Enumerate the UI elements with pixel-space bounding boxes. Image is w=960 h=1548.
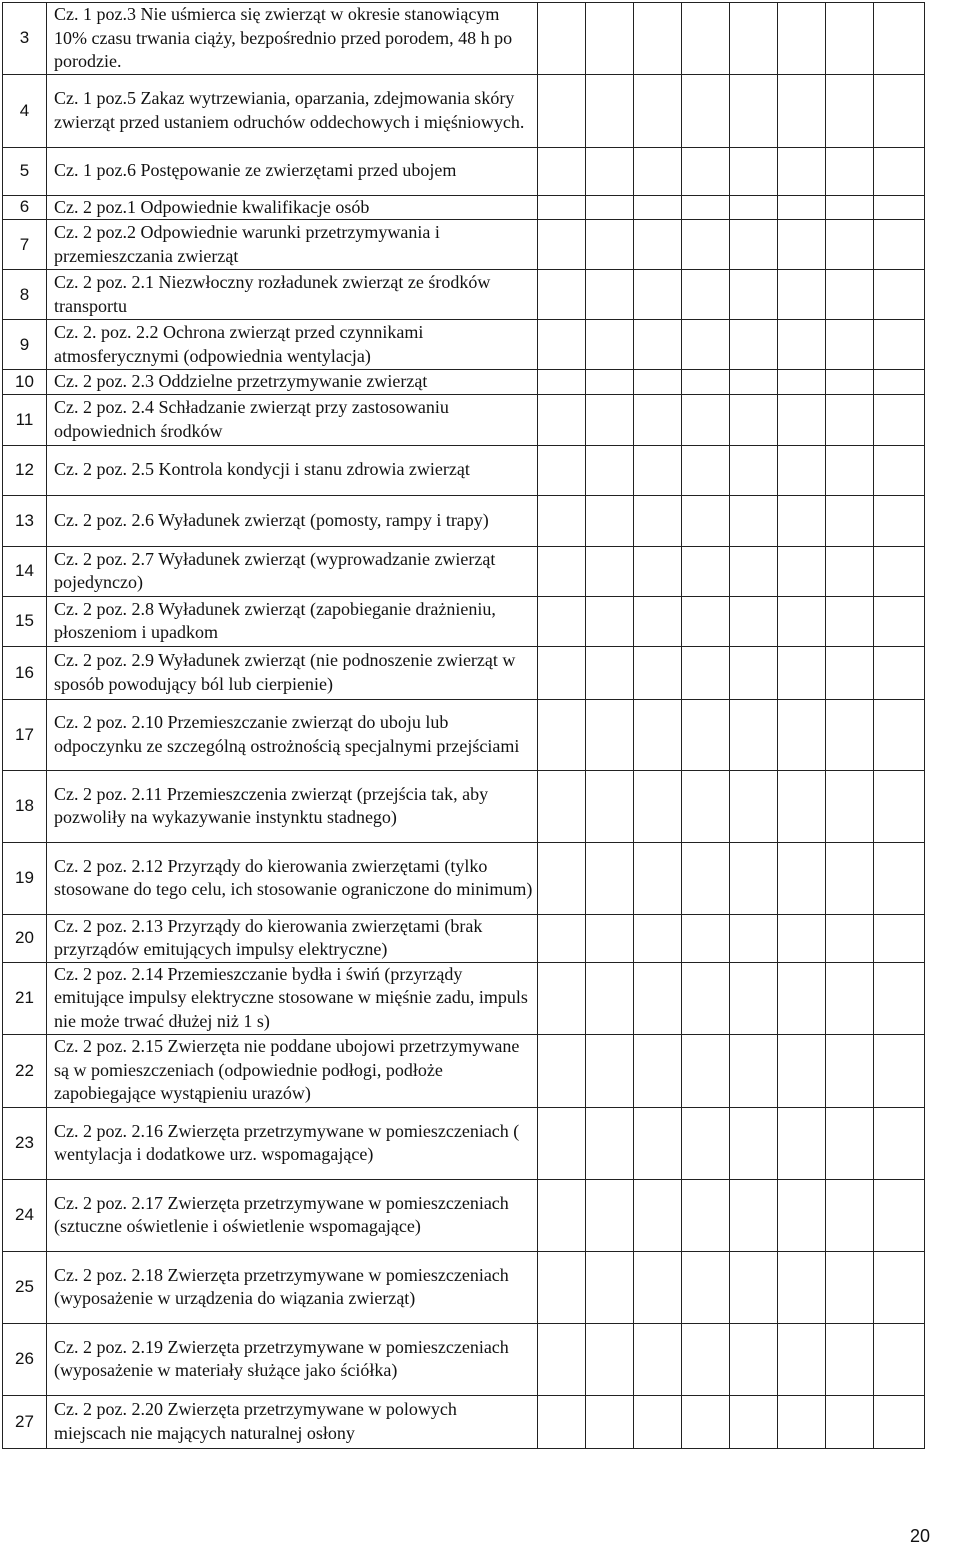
answer-cell[interactable] (586, 3, 634, 75)
answer-cell[interactable] (586, 220, 634, 270)
answer-cell[interactable] (874, 445, 925, 495)
answer-cell[interactable] (538, 1179, 586, 1251)
answer-cell[interactable] (730, 394, 778, 445)
row-number: 20 (3, 914, 47, 962)
answer-cell[interactable] (874, 3, 925, 75)
answer-cell[interactable] (874, 1179, 925, 1251)
row-number: 12 (3, 445, 47, 495)
answer-cell[interactable] (874, 1323, 925, 1395)
table-row (3, 3, 925, 75)
answer-cell[interactable] (730, 270, 778, 320)
row-number: 22 (3, 1034, 47, 1107)
table-row (3, 147, 925, 195)
row-number: 25 (3, 1251, 47, 1323)
answer-cell[interactable] (826, 270, 874, 320)
checklist-table (2, 2, 925, 1449)
answer-cell[interactable] (778, 1323, 826, 1395)
answer-cell[interactable] (778, 699, 826, 770)
answer-cell[interactable] (682, 270, 730, 320)
answer-cell[interactable] (682, 699, 730, 770)
row-number: 26 (3, 1323, 47, 1395)
answer-cell[interactable] (778, 370, 826, 395)
answer-cell[interactable] (682, 546, 730, 596)
answer-cell[interactable] (826, 1251, 874, 1323)
answer-cell[interactable] (586, 646, 634, 699)
answer-cell[interactable] (826, 770, 874, 842)
row-description: Cz. 2 poz. 2.3 Oddzielne przetrzymywanie zwierząt (47, 370, 538, 395)
answer-cell[interactable] (538, 962, 586, 1034)
table-row (3, 370, 925, 395)
row-description: Cz. 2 poz. 2.10 Przemieszczanie zwierząt do uboju lub odpoczynku ze szczególną ostrożnością specjalnymi przejściami (47, 699, 538, 770)
table-row (3, 1034, 925, 1107)
answer-cell[interactable] (586, 195, 634, 220)
answer-cell[interactable] (874, 147, 925, 195)
row-number: 14 (3, 546, 47, 596)
answer-cell[interactable] (538, 699, 586, 770)
answer-cell[interactable] (778, 1107, 826, 1179)
table-row (3, 1395, 925, 1448)
table-row (3, 495, 925, 546)
answer-cell[interactable] (826, 699, 874, 770)
answer-cell[interactable] (634, 445, 682, 495)
answer-cell[interactable] (682, 1179, 730, 1251)
answer-cell[interactable] (826, 3, 874, 75)
answer-cell[interactable] (874, 320, 925, 370)
answer-cell[interactable] (874, 1107, 925, 1179)
answer-cell[interactable] (634, 495, 682, 546)
answer-cell[interactable] (538, 220, 586, 270)
row-description: Cz. 2 poz. 2.4 Schładzanie zwierząt przy zastosowaniu odpowiednich środków (47, 394, 538, 445)
table-row (3, 770, 925, 842)
answer-cell[interactable] (538, 495, 586, 546)
answer-cell[interactable] (778, 1395, 826, 1448)
answer-cell[interactable] (874, 1251, 925, 1323)
answer-cell[interactable] (586, 370, 634, 395)
answer-cell[interactable] (874, 842, 925, 914)
answer-cell[interactable] (778, 842, 826, 914)
table-row (3, 646, 925, 699)
answer-cell[interactable] (826, 1323, 874, 1395)
answer-cell[interactable] (634, 1251, 682, 1323)
answer-cell[interactable] (586, 1034, 634, 1107)
answer-cell[interactable] (874, 914, 925, 962)
answer-cell[interactable] (778, 270, 826, 320)
answer-cell[interactable] (586, 1395, 634, 1448)
row-number: 6 (3, 195, 47, 220)
answer-cell[interactable] (730, 596, 778, 646)
answer-cell[interactable] (874, 74, 925, 147)
row-number: 23 (3, 1107, 47, 1179)
row-number: 8 (3, 270, 47, 320)
answer-cell[interactable] (778, 962, 826, 1034)
answer-cell[interactable] (778, 394, 826, 445)
answer-cell[interactable] (730, 320, 778, 370)
answer-cell[interactable] (634, 842, 682, 914)
row-description: Cz. 2 poz. 2.16 Zwierzęta przetrzymywane w pomieszczeniach ( wentylacja i dodatkowe urz. wspomagające) (47, 1107, 538, 1179)
row-description: Cz. 2 poz. 2.11 Przemieszczenia zwierząt (przejścia tak, aby pozwoliły na wykazywanie instynktu stadnego) (47, 770, 538, 842)
answer-cell[interactable] (586, 699, 634, 770)
table-row (3, 914, 925, 962)
answer-cell[interactable] (874, 596, 925, 646)
answer-cell[interactable] (586, 770, 634, 842)
answer-cell[interactable] (730, 445, 778, 495)
row-description: Cz. 2. poz. 2.2 Ochrona zwierząt przed czynnikami atmosferycznymi (odpowiednia wentylacja) (47, 320, 538, 370)
answer-cell[interactable] (634, 394, 682, 445)
table-row (3, 596, 925, 646)
answer-cell[interactable] (826, 1034, 874, 1107)
answer-cell[interactable] (538, 270, 586, 320)
answer-cell[interactable] (826, 1395, 874, 1448)
row-description: Cz. 2 poz. 2.18 Zwierzęta przetrzymywane w pomieszczeniach (wyposażenie w urządzenia do wiązania zwierząt) (47, 1251, 538, 1323)
answer-cell[interactable] (730, 914, 778, 962)
table-row (3, 74, 925, 147)
row-description: Cz. 2 poz. 2.1 Niezwłoczny rozładunek zwierząt ze środków transportu (47, 270, 538, 320)
answer-cell[interactable] (682, 646, 730, 699)
answer-cell[interactable] (778, 596, 826, 646)
answer-cell[interactable] (586, 445, 634, 495)
answer-cell[interactable] (586, 320, 634, 370)
row-description: Cz. 2 poz. 2.15 Zwierzęta nie poddane ubojowi przetrzymywane są w pomieszczeniach (odpowiednie podłogi, podłoże zapobiegające wystąpieniu urazów) (47, 1034, 538, 1107)
table-row (3, 1323, 925, 1395)
answer-cell[interactable] (826, 546, 874, 596)
answer-cell[interactable] (730, 1179, 778, 1251)
answer-cell[interactable] (730, 1251, 778, 1323)
answer-cell[interactable] (586, 1323, 634, 1395)
answer-cell[interactable] (730, 646, 778, 699)
answer-cell[interactable] (586, 546, 634, 596)
answer-cell[interactable] (682, 370, 730, 395)
answer-cell[interactable] (874, 699, 925, 770)
answer-cell[interactable] (634, 370, 682, 395)
answer-cell[interactable] (826, 1179, 874, 1251)
answer-cell[interactable] (778, 1179, 826, 1251)
row-number: 16 (3, 646, 47, 699)
answer-cell[interactable] (538, 842, 586, 914)
answer-cell[interactable] (634, 1179, 682, 1251)
table-row (3, 195, 925, 220)
answer-cell[interactable] (730, 195, 778, 220)
row-description: Cz. 1 poz.5 Zakaz wytrzewiania, oparzania, zdejmowania skóry zwierząt przed ustaniem odruchów oddechowych i mięśniowych. (47, 74, 538, 147)
answer-cell[interactable] (730, 1034, 778, 1107)
answer-cell[interactable] (826, 646, 874, 699)
answer-cell[interactable] (778, 495, 826, 546)
answer-cell[interactable] (778, 3, 826, 75)
table-row (3, 699, 925, 770)
row-number: 19 (3, 842, 47, 914)
row-number: 10 (3, 370, 47, 395)
row-description: Cz. 2 poz. 2.7 Wyładunek zwierząt (wyprowadzanie zwierząt pojedynczo) (47, 546, 538, 596)
checklist-rows (3, 3, 925, 1449)
answer-cell[interactable] (826, 147, 874, 195)
table-row (3, 1107, 925, 1179)
answer-cell[interactable] (634, 320, 682, 370)
answer-cell[interactable] (538, 74, 586, 147)
row-number: 13 (3, 495, 47, 546)
answer-cell[interactable] (682, 445, 730, 495)
row-number: 11 (3, 394, 47, 445)
answer-cell[interactable] (730, 699, 778, 770)
answer-cell[interactable] (826, 445, 874, 495)
answer-cell[interactable] (826, 370, 874, 395)
answer-cell[interactable] (826, 220, 874, 270)
answer-cell[interactable] (634, 770, 682, 842)
row-description: Cz. 2 poz. 2.9 Wyładunek zwierząt (nie podnoszenie zwierząt w sposób powodujący ból lub cierpienie) (47, 646, 538, 699)
answer-cell[interactable] (826, 1107, 874, 1179)
answer-cell[interactable] (682, 842, 730, 914)
table-row (3, 445, 925, 495)
answer-cell[interactable] (730, 495, 778, 546)
answer-cell[interactable] (730, 962, 778, 1034)
answer-cell[interactable] (634, 1395, 682, 1448)
answer-cell[interactable] (586, 914, 634, 962)
answer-cell[interactable] (586, 1107, 634, 1179)
answer-cell[interactable] (730, 770, 778, 842)
answer-cell[interactable] (874, 1395, 925, 1448)
answer-cell[interactable] (538, 445, 586, 495)
answer-cell[interactable] (538, 596, 586, 646)
answer-cell[interactable] (826, 320, 874, 370)
answer-cell[interactable] (682, 74, 730, 147)
answer-cell[interactable] (634, 914, 682, 962)
table-row (3, 546, 925, 596)
answer-cell[interactable] (778, 74, 826, 147)
row-number: 15 (3, 596, 47, 646)
answer-cell[interactable] (682, 1107, 730, 1179)
answer-cell[interactable] (874, 370, 925, 395)
answer-cell[interactable] (538, 1107, 586, 1179)
answer-cell[interactable] (538, 1034, 586, 1107)
answer-cell[interactable] (538, 1323, 586, 1395)
answer-cell[interactable] (682, 394, 730, 445)
answer-cell[interactable] (826, 495, 874, 546)
row-number: 27 (3, 1395, 47, 1448)
answer-cell[interactable] (778, 1034, 826, 1107)
answer-cell[interactable] (634, 962, 682, 1034)
answer-cell[interactable] (586, 842, 634, 914)
answer-cell[interactable] (826, 74, 874, 147)
answer-cell[interactable] (874, 394, 925, 445)
answer-cell[interactable] (538, 1251, 586, 1323)
answer-cell[interactable] (634, 220, 682, 270)
answer-cell[interactable] (778, 546, 826, 596)
answer-cell[interactable] (586, 495, 634, 546)
answer-cell[interactable] (634, 270, 682, 320)
answer-cell[interactable] (874, 220, 925, 270)
answer-cell[interactable] (682, 1395, 730, 1448)
row-description: Cz. 1 poz.3 Nie uśmierca się zwierząt w okresie stanowiącym 10% czasu trwania ciąży, bezpośrednio przed porodem, 48 h po porodzie. (47, 3, 538, 75)
row-description: Cz. 2 poz. 2.6 Wyładunek zwierząt (pomosty, rampy i trapy) (47, 495, 538, 546)
table-row (3, 270, 925, 320)
row-description: Cz. 2 poz. 2.14 Przemieszczanie bydła i świń (przyrządy emitujące impulsy elektryczne stosowane w mięśnie zadu, impuls nie może trwać dłużej niż 1 s) (47, 962, 538, 1034)
answer-cell[interactable] (538, 770, 586, 842)
answer-cell[interactable] (826, 962, 874, 1034)
answer-cell[interactable] (826, 596, 874, 646)
answer-cell[interactable] (682, 495, 730, 546)
row-number: 21 (3, 962, 47, 1034)
row-description: Cz. 2 poz. 2.17 Zwierzęta przetrzymywane w pomieszczeniach (sztuczne oświetlenie i oświetlenie wspomagające) (47, 1179, 538, 1251)
answer-cell[interactable] (538, 195, 586, 220)
answer-cell[interactable] (586, 147, 634, 195)
answer-cell[interactable] (778, 770, 826, 842)
answer-cell[interactable] (586, 596, 634, 646)
answer-cell[interactable] (586, 962, 634, 1034)
answer-cell[interactable] (538, 546, 586, 596)
answer-cell[interactable] (634, 195, 682, 220)
answer-cell[interactable] (826, 914, 874, 962)
row-number: 9 (3, 320, 47, 370)
answer-cell[interactable] (778, 445, 826, 495)
answer-cell[interactable] (778, 320, 826, 370)
answer-cell[interactable] (730, 220, 778, 270)
answer-cell[interactable] (538, 370, 586, 395)
answer-cell[interactable] (682, 596, 730, 646)
row-description: Cz. 2 poz.2 Odpowiednie warunki przetrzymywania i przemieszczania zwierząt (47, 220, 538, 270)
answer-cell[interactable] (586, 1179, 634, 1251)
answer-cell[interactable] (730, 1395, 778, 1448)
answer-cell[interactable] (538, 1395, 586, 1448)
answer-cell[interactable] (826, 195, 874, 220)
answer-cell[interactable] (538, 394, 586, 445)
answer-cell[interactable] (634, 3, 682, 75)
answer-cell[interactable] (778, 646, 826, 699)
row-number: 4 (3, 74, 47, 147)
row-description: Cz. 2 poz. 2.12 Przyrządy do kierowania zwierzętami (tylko stosowane do tego celu, ich stosowanie ograniczone do minimum) (47, 842, 538, 914)
row-description: Cz. 2 poz. 2.5 Kontrola kondycji i stanu zdrowia zwierząt (47, 445, 538, 495)
table-row (3, 842, 925, 914)
answer-cell[interactable] (682, 195, 730, 220)
answer-cell[interactable] (874, 546, 925, 596)
table-row (3, 320, 925, 370)
table-row (3, 1251, 925, 1323)
row-description: Cz. 2 poz.1 Odpowiednie kwalifikacje osób (47, 195, 538, 220)
answer-cell[interactable] (874, 770, 925, 842)
answer-cell[interactable] (778, 147, 826, 195)
answer-cell[interactable] (874, 646, 925, 699)
answer-cell[interactable] (874, 270, 925, 320)
answer-cell[interactable] (778, 1251, 826, 1323)
table-row (3, 394, 925, 445)
answer-cell[interactable] (730, 147, 778, 195)
answer-cell[interactable] (682, 3, 730, 75)
page-number: 20 (909, 1526, 930, 1546)
answer-cell[interactable] (874, 1034, 925, 1107)
answer-cell[interactable] (634, 1107, 682, 1179)
row-number: 24 (3, 1179, 47, 1251)
answer-cell[interactable] (682, 1251, 730, 1323)
answer-cell[interactable] (778, 220, 826, 270)
row-number: 18 (3, 770, 47, 842)
answer-cell[interactable] (730, 74, 778, 147)
row-description: Cz. 2 poz. 2.13 Przyrządy do kierowania zwierzętami (brak przyrządów emitujących impulsy elektryczne) (47, 914, 538, 962)
answer-cell[interactable] (634, 699, 682, 770)
answer-cell[interactable] (586, 270, 634, 320)
answer-cell[interactable] (730, 1107, 778, 1179)
table-row (3, 962, 925, 1034)
answer-cell[interactable] (682, 770, 730, 842)
row-description: Cz. 2 poz. 2.19 Zwierzęta przetrzymywane w pomieszczeniach (wyposażenie w materiały służące jako ściółka) (47, 1323, 538, 1395)
table-row (3, 1179, 925, 1251)
row-description: Cz. 2 poz. 2.20 Zwierzęta przetrzymywane w polowych miejscach nie mających naturalnej osłony (47, 1395, 538, 1448)
answer-cell[interactable] (634, 546, 682, 596)
answer-cell[interactable] (538, 320, 586, 370)
answer-cell[interactable] (682, 320, 730, 370)
answer-cell[interactable] (682, 220, 730, 270)
row-number: 5 (3, 147, 47, 195)
answer-cell[interactable] (586, 74, 634, 147)
answer-cell[interactable] (586, 394, 634, 445)
table-row (3, 220, 925, 270)
answer-cell[interactable] (538, 646, 586, 699)
answer-cell[interactable] (730, 370, 778, 395)
answer-cell[interactable] (874, 962, 925, 1034)
row-description: Cz. 1 poz.6 Postępowanie ze zwierzętami przed ubojem (47, 147, 538, 195)
answer-cell[interactable] (730, 3, 778, 75)
row-description: Cz. 2 poz. 2.8 Wyładunek zwierząt (zapobieganie drażnieniu, płoszeniom i upadkom (47, 596, 538, 646)
answer-cell[interactable] (538, 3, 586, 75)
row-number: 3 (3, 3, 47, 75)
answer-cell[interactable] (682, 962, 730, 1034)
answer-cell[interactable] (682, 914, 730, 962)
answer-cell[interactable] (634, 1323, 682, 1395)
answer-cell[interactable] (682, 1034, 730, 1107)
answer-cell[interactable] (586, 1251, 634, 1323)
answer-cell[interactable] (634, 147, 682, 195)
answer-cell[interactable] (682, 1323, 730, 1395)
answer-cell[interactable] (826, 842, 874, 914)
answer-cell[interactable] (538, 914, 586, 962)
answer-cell[interactable] (634, 596, 682, 646)
answer-cell[interactable] (634, 74, 682, 147)
answer-cell[interactable] (874, 495, 925, 546)
answer-cell[interactable] (778, 914, 826, 962)
row-number: 7 (3, 220, 47, 270)
answer-cell[interactable] (826, 394, 874, 445)
answer-cell[interactable] (874, 195, 925, 220)
answer-cell[interactable] (538, 147, 586, 195)
answer-cell[interactable] (682, 147, 730, 195)
answer-cell[interactable] (730, 842, 778, 914)
row-number: 17 (3, 699, 47, 770)
answer-cell[interactable] (730, 546, 778, 596)
answer-cell[interactable] (730, 1323, 778, 1395)
answer-cell[interactable] (778, 195, 826, 220)
answer-cell[interactable] (634, 1034, 682, 1107)
answer-cell[interactable] (634, 646, 682, 699)
